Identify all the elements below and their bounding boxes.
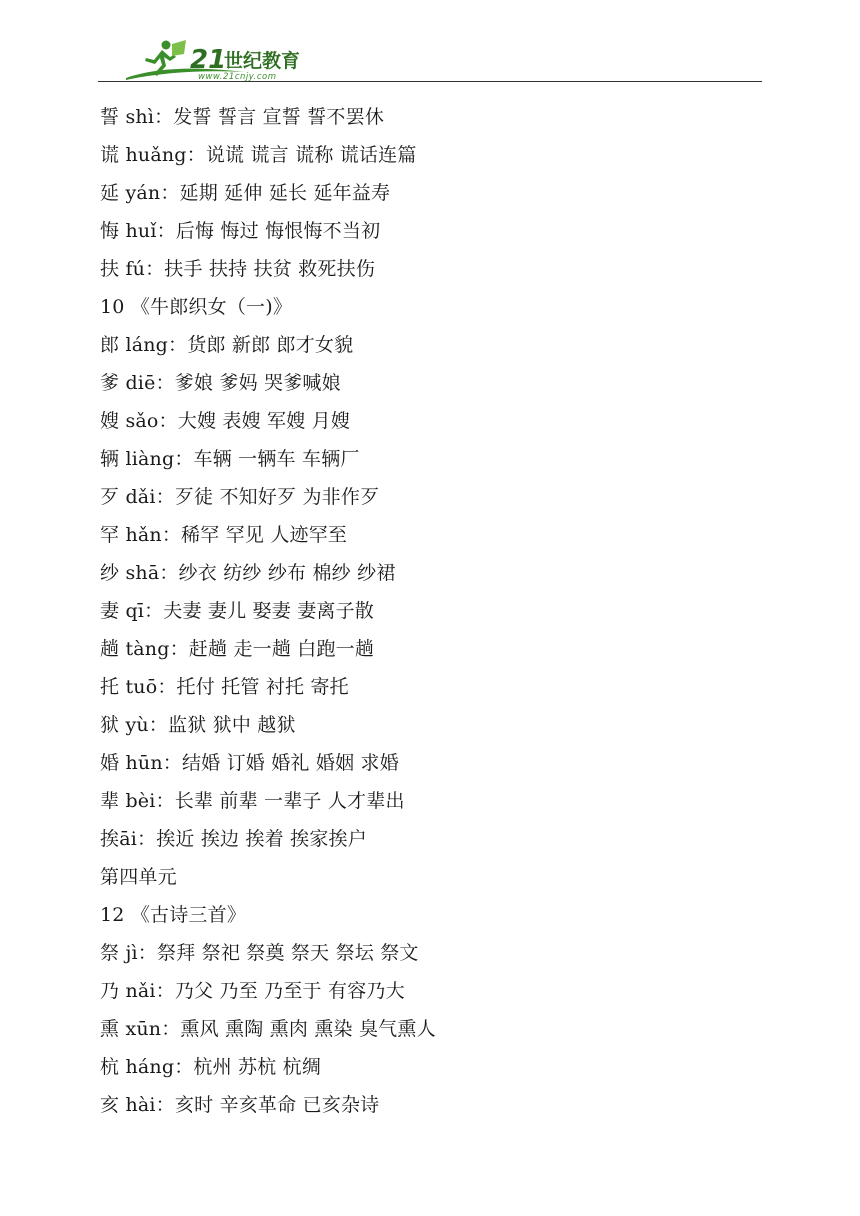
lesson-heading: 12 《古诗三首》 [100, 904, 247, 926]
logo-url: www.21cnjy.com [198, 72, 277, 82]
vocab-line: 熏 xūn：熏风 熏陶 熏肉 熏染 臭气熏人 [100, 1018, 436, 1040]
vocab-line: 趟 tàng：赶趟 走一趟 白跑一趟 [100, 638, 375, 660]
vocab-line: 杭 háng：杭州 苏杭 杭绸 [100, 1056, 322, 1078]
vocab-line: 纱 shā：纱衣 纺纱 纱布 棉纱 纱裙 [100, 562, 396, 584]
lesson-heading: 10 《牛郎织女（一)》 [100, 296, 293, 318]
logo-text: 世纪教育 [224, 50, 301, 72]
vocab-line: 扶 fú：扶手 扶持 扶贫 救死扶伤 [100, 258, 376, 280]
vocab-line: 辈 bèi：长辈 前辈 一辈子 人才辈出 [100, 790, 405, 812]
vocab-line: 妻 qī：夫妻 妻儿 娶妻 妻离子散 [100, 600, 374, 622]
vocab-line: 狱 yù：监狱 狱中 越狱 [100, 714, 296, 736]
vocab-line: 歹 dǎi：歹徒 不知好歹 为非作歹 [100, 486, 380, 508]
unit-heading: 第四单元 [100, 866, 177, 888]
page-header [98, 36, 762, 82]
site-logo [124, 38, 304, 82]
vocab-line: 乃 nǎi：乃父 乃至 乃至于 有容乃大 [100, 980, 405, 1002]
vocab-line: 亥 hài：亥时 辛亥革命 已亥杂诗 [100, 1094, 380, 1116]
vocab-line: 辆 liàng：车辆 一辆车 车辆厂 [100, 448, 360, 470]
header-divider [98, 81, 762, 82]
vocab-line: 挨āi：挨近 挨边 挨着 挨家挨户 [100, 828, 367, 850]
vocab-line: 爹 diē：爹娘 爹妈 哭爹喊娘 [100, 372, 341, 394]
vocab-line: 郎 láng：货郎 新郎 郎才女貌 [100, 334, 354, 356]
logo-number: 21 [190, 45, 227, 75]
vocab-line: 托 tuō：托付 托管 衬托 寄托 [100, 676, 349, 698]
vocab-line: 悔 huǐ：后悔 悔过 悔恨悔不当初 [100, 220, 381, 242]
vocab-line: 嫂 sǎo：大嫂 表嫂 军嫂 月嫂 [100, 410, 351, 432]
vocab-line: 婚 hūn：结婚 订婚 婚礼 婚姻 求婚 [100, 752, 399, 774]
vocab-line: 誓 shì：发誓 誓言 宣誓 誓不罢休 [100, 106, 385, 128]
vocab-line: 祭 jì：祭拜 祭祀 祭奠 祭天 祭坛 祭文 [100, 942, 419, 964]
vocab-line: 谎 huǎng：说谎 谎言 谎称 谎话连篇 [100, 144, 417, 166]
vocabulary-list [100, 98, 760, 1124]
vocab-line: 罕 hǎn：稀罕 罕见 人迹罕至 [100, 524, 348, 546]
vocab-line: 延 yán：延期 延伸 延长 延年益寿 [100, 182, 391, 204]
